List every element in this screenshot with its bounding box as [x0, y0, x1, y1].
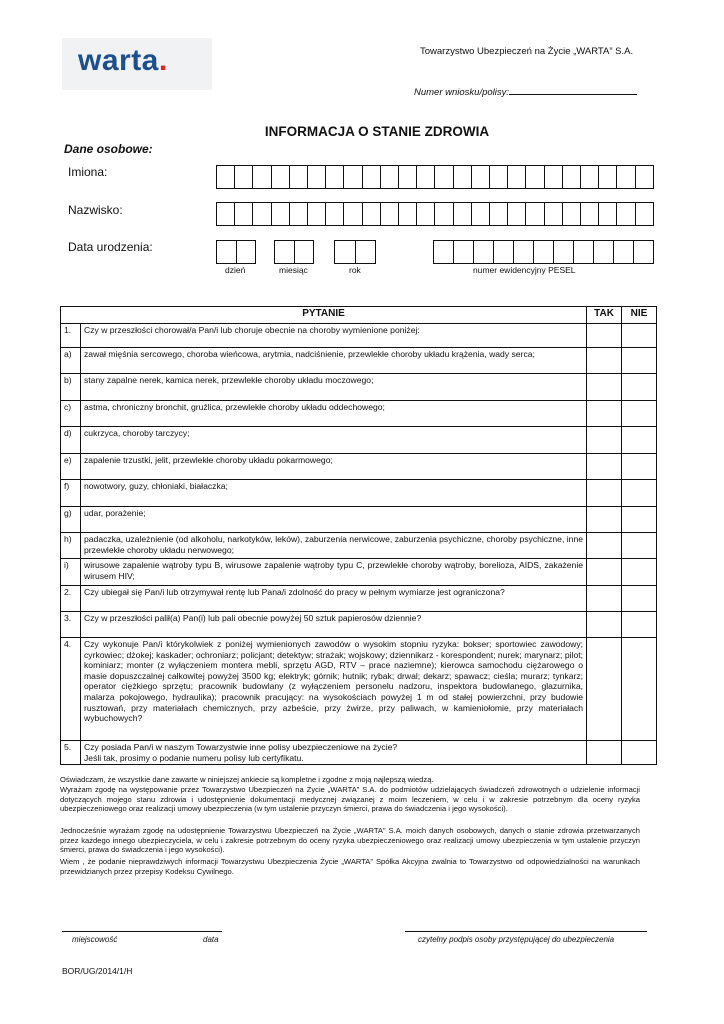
question-text: astma, chroniczny bronchit, gruźlica, przewlekłe choroby układu oddechowego; — [81, 401, 587, 427]
no-cell[interactable] — [622, 348, 657, 374]
row-number: 1. — [61, 324, 81, 348]
company-name: Towarzystwo Ubezpieczeń na Życie „WARTA” S.A. — [420, 46, 634, 57]
no-cell[interactable] — [622, 324, 657, 348]
table-row — [61, 480, 657, 507]
surname-boxes[interactable] — [216, 202, 654, 226]
row-number: a) — [61, 348, 81, 374]
logo-wordmark: warta. — [78, 44, 168, 77]
table-row — [61, 586, 657, 612]
no-cell[interactable] — [622, 454, 657, 480]
table-row — [61, 374, 657, 401]
date-caption: data — [203, 935, 219, 944]
row-number: i) — [61, 559, 81, 586]
health-questionnaire-table — [60, 306, 657, 765]
yes-cell[interactable] — [587, 480, 622, 507]
birth-date-label: Data urodzenia: — [68, 240, 153, 254]
year-caption: rok — [349, 265, 361, 275]
page-title: INFORMACJA O STANIE ZDROWIA — [264, 124, 490, 139]
policy-number-label: Numer wniosku/polisy: — [414, 87, 510, 98]
yes-cell[interactable] — [587, 741, 622, 765]
birth-year-boxes[interactable] — [334, 240, 376, 264]
yes-cell[interactable] — [587, 324, 622, 348]
row-number: g) — [61, 507, 81, 533]
question-text: cukrzyca, choroby tarczycy; — [81, 427, 587, 454]
yes-cell[interactable] — [587, 427, 622, 454]
birth-month-boxes[interactable] — [274, 240, 314, 264]
row-number: 3. — [61, 612, 81, 638]
table-row — [61, 638, 657, 741]
no-cell[interactable] — [622, 533, 657, 559]
question-text: zawał mięśnia sercowego, choroba wieńcowa, arytmia, nadciśnienie, przewlekłe choroby układu krążenia, wady serca; — [81, 348, 587, 374]
pesel-caption: numer ewidencyjny PESEL — [473, 265, 576, 275]
signature-line[interactable] — [405, 931, 647, 932]
first-names-boxes[interactable] — [216, 165, 654, 189]
table-row — [61, 741, 657, 765]
form-code: BOR/UG/2014/1/H — [62, 966, 133, 976]
table-row — [61, 507, 657, 533]
table-row — [61, 348, 657, 374]
question-text: Czy w przeszłości palił(a) Pan(i) lub pali obecnie powyżej 50 sztuk papierosów dziennie? — [81, 612, 587, 638]
question-text-line: Jeśli tak, prosimy o podanie numeru polisy lub certyfikatu. — [84, 752, 304, 763]
question-text: stany zapalne nerek, kamica nerek, przewlekłe choroby układu moczowego; — [81, 374, 587, 401]
table-row — [61, 324, 657, 348]
yes-cell[interactable] — [587, 348, 622, 374]
signature-caption: czytelny podpis osoby przystępującej do ubezpieczenia — [418, 935, 615, 944]
row-number: 5. — [61, 741, 81, 765]
question-text: nowotwory, guzy, chłoniaki, białaczka; — [81, 480, 587, 507]
question-text: wirusowe zapalenie wątroby typu B, wirusowe zapalenie wątroby typu C, przewlekłe choroby wątroby, borelioza, AIDS, zakażenie wirusem HIV; — [81, 559, 587, 586]
warta-logo — [62, 38, 212, 90]
no-cell[interactable] — [622, 638, 657, 741]
question-text: udar, porażenie; — [81, 507, 587, 533]
policy-number-line[interactable] — [509, 84, 637, 95]
row-number: c) — [61, 401, 81, 427]
table-row — [61, 401, 657, 427]
question-text — [81, 741, 587, 765]
yes-cell[interactable] — [587, 374, 622, 401]
month-caption: miesiąc — [279, 265, 308, 275]
question-text: Czy ubiegał się Pan/i lub otrzymywał rentę lub Pana/i zdolność do pracy w pełnym wymiarze jest ograniczona? — [81, 586, 587, 612]
no-cell[interactable] — [622, 507, 657, 533]
place-caption: miejscowość — [72, 935, 118, 944]
declaration-text: Oświadczam, że wszystkie dane zawarte w niniejszej ankiecie są kompletne i zgodne z moją najlepszą wiedzą. — [60, 775, 434, 784]
row-number: f) — [61, 480, 81, 507]
yes-cell[interactable] — [587, 612, 622, 638]
no-cell[interactable] — [622, 480, 657, 507]
question-text-line: Czy posiada Pan/i w naszym Towarzystwie inne polisy ubezpieczeniowe na życie? — [84, 742, 398, 752]
row-number: 4. — [61, 638, 81, 741]
table-row — [61, 454, 657, 480]
declaration-text: Wyrażam zgodę na występowanie przez Towarzystwo Ubezpieczeń na Życie „WARTA” S.A. do podmiotów udzielających świadczeń zdrowotnych o udzielenie informacji dotyczących mojego stanu zdrowia i udostępnienie dokumentacji medycznej związanej z moim leczeniem, w celu i w zakresie potrzebnym dla oceny ryzyka ubezpieczeniowego oraz realizacji umowy ubezpieczenia (w tym ustalenie przyczyn śmierci, prawa do świadczenia i jego wysokości). — [60, 785, 640, 814]
yes-cell[interactable] — [587, 454, 622, 480]
row-number: 2. — [61, 586, 81, 612]
table-row — [61, 427, 657, 454]
table-row — [61, 533, 657, 559]
question-text: Czy w przeszłości chorował/a Pan/i lub choruje obecnie na choroby wymienione poniżej: — [81, 324, 587, 348]
no-cell[interactable] — [622, 586, 657, 612]
row-number: e) — [61, 454, 81, 480]
declaration-text: Jednocześnie wyrażam zgodę na udostępnienie Towarzystwu Ubezpieczeń na Życie „WARTA” S.A. moich danych osobowych, danych o stanie zdrowia przetwarzanych przez każdego innego ubezpieczyciela, w celu i zakresie potrzebnym do oceny ryzyka ubezpieczeniowego oraz realizacji umowy ubezpieczenia w tym ustalenie przyczyn śmierci, prawa do świadczenia i jego wysokości). — [60, 826, 640, 855]
policy-number-field[interactable] — [414, 84, 637, 98]
table-row — [61, 559, 657, 586]
no-cell[interactable] — [622, 612, 657, 638]
no-cell[interactable] — [622, 741, 657, 765]
col-no-header: NIE — [622, 307, 657, 324]
yes-cell[interactable] — [587, 586, 622, 612]
yes-cell[interactable] — [587, 507, 622, 533]
no-cell[interactable] — [622, 401, 657, 427]
place-date-signature-line[interactable] — [62, 931, 222, 932]
yes-cell[interactable] — [587, 401, 622, 427]
col-yes-header: TAK — [587, 307, 622, 324]
question-text: padaczka, uzależnienie (od alkoholu, narkotyków, leków), zaburzenia nerwicowe, zaburzenia psychiczne, choroby psychiczne, inne przewlekłe choroby układu nerwowego; — [81, 533, 587, 559]
col-question-header: PYTANIE — [61, 307, 587, 324]
row-number: d) — [61, 427, 81, 454]
yes-cell[interactable] — [587, 533, 622, 559]
pesel-boxes[interactable] — [433, 240, 654, 264]
day-caption: dzień — [225, 265, 246, 275]
row-number: h) — [61, 533, 81, 559]
first-names-label: Imiona: — [68, 165, 108, 179]
question-text: zapalenie trzustki, jelit, przewlekłe choroby układu pokarmowego; — [81, 454, 587, 480]
yes-cell[interactable] — [587, 638, 622, 741]
no-cell[interactable] — [622, 427, 657, 454]
birth-day-boxes[interactable] — [216, 240, 256, 264]
row-number: b) — [61, 374, 81, 401]
question-text: Czy wykonuje Pan/i którykolwiek z poniżej wymienionych zawodów o wysokim stopniu ryzyka: bokser; sportowiec zawodowy; cyrkowiec; dżokej; kaskader; ochroniarz; policjant; detektyw; strażak; wojskowy; dziennikarz - korespondent; nurek; marynarz; pilot; kominiarz; monter (z wyłączeniem montera mebli, sprzętu AGD, RTV – prace naziemne); kierowca samochodu ciężarowego o masie dopuszczalnej całkowitej powyżej 3500 kg; elektryk; górnik; hutnik; rybak; drwal; dekarz; spawacz; cieśla; murarz; tynkarz; operator ciężkiego sprzętu; pracownik budowlany (z wyłączeniem personelu nadzoru, inspektora budowlanego, glazurnika, malarza pokojowego, hydraulika); pracownik pracujący: na wysokościach powyżej 1 m od stałej powierzchni, przy budowie rusztowań, przy materiałach chemicznych, przy azbeście, przy żwirze, przy paliwach, w kamieniołomie, przy materiałach wybuchowych? — [81, 638, 587, 741]
no-cell[interactable] — [622, 374, 657, 401]
yes-cell[interactable] — [587, 559, 622, 586]
table-row — [61, 612, 657, 638]
personal-data-heading: Dane osobowe: — [64, 142, 153, 156]
no-cell[interactable] — [622, 559, 657, 586]
surname-label: Nazwisko: — [68, 203, 123, 217]
table-header-row — [61, 307, 657, 324]
declaration-text: Wiem , że podanie nieprawdziwych informacji Towarzystwu Ubezpieczenia Życie „WARTA” Spółka Akcyjna zwalnia to Towarzystwo od odpowiedzialności na warunkach przewidzianych przez przepisy Kodeksu Cywilnego. — [60, 857, 640, 876]
